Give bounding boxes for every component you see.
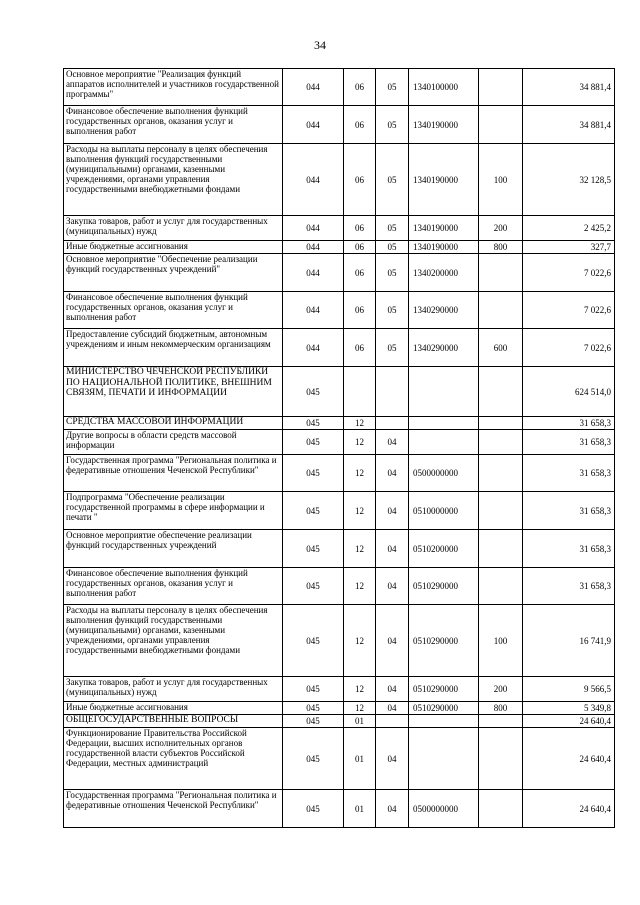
row-section: 06 xyxy=(344,144,376,216)
row-expense-type: 100 xyxy=(479,144,523,216)
row-sum: 7 022,6 xyxy=(523,329,615,367)
row-expense-type: 200 xyxy=(479,677,523,702)
row-name: Подпрограмма "Обеспечение реализации государственной программы в сфере информации и печати " xyxy=(64,492,283,530)
row-subsection: 04 xyxy=(376,492,409,530)
row-subsection: 04 xyxy=(376,568,409,605)
page-number: 34 xyxy=(314,38,326,52)
row-grbs: 044 xyxy=(283,216,344,241)
row-name: Иные бюджетные ассигнования xyxy=(64,241,283,254)
row-grbs: 044 xyxy=(283,106,344,144)
row-sum: 34 881,4 xyxy=(523,69,615,106)
row-subsection: 04 xyxy=(376,530,409,568)
table-row xyxy=(64,292,615,329)
row-target-article: 1340100000 xyxy=(409,69,479,106)
row-expense-type xyxy=(479,790,523,828)
row-section: 01 xyxy=(344,728,376,790)
row-grbs: 045 xyxy=(283,492,344,530)
row-sum: 7 022,6 xyxy=(523,254,615,292)
row-subsection: 05 xyxy=(376,292,409,329)
table-row xyxy=(64,530,615,568)
table-row xyxy=(64,69,615,106)
row-section: 06 xyxy=(344,254,376,292)
row-name: Государственная программа "Региональная политика и федеративные отношения Чеченской Республики" xyxy=(64,790,283,828)
row-section: 12 xyxy=(344,430,376,455)
row-target-article: 1340190000 xyxy=(409,241,479,254)
row-grbs: 044 xyxy=(283,69,344,106)
table-row xyxy=(64,241,615,254)
table-row xyxy=(64,417,615,430)
budget-table xyxy=(63,68,615,828)
row-section xyxy=(344,367,376,417)
row-target-article: 1340200000 xyxy=(409,254,479,292)
row-sum: 24 640,4 xyxy=(523,728,615,790)
row-name: ОБЩЕГОСУДАРСТВЕННЫЕ ВОПРОСЫ xyxy=(64,715,283,728)
row-section: 12 xyxy=(344,702,376,715)
row-expense-type xyxy=(479,367,523,417)
table-row xyxy=(64,728,615,790)
row-subsection: 04 xyxy=(376,790,409,828)
row-section: 12 xyxy=(344,492,376,530)
row-grbs: 045 xyxy=(283,702,344,715)
row-name: Функционирование Правительства Российской Федерации, высших исполнительных органов государственной власти субъектов Российской Федерации, местных администраций xyxy=(64,728,283,790)
row-grbs: 045 xyxy=(283,677,344,702)
row-sum: 31 658,3 xyxy=(523,417,615,430)
row-target-article: 0510200000 xyxy=(409,530,479,568)
row-grbs: 045 xyxy=(283,790,344,828)
row-subsection xyxy=(376,367,409,417)
row-sum: 31 658,3 xyxy=(523,492,615,530)
table-row xyxy=(64,715,615,728)
table-row xyxy=(64,605,615,677)
row-subsection: 05 xyxy=(376,144,409,216)
table-row xyxy=(64,144,615,216)
row-expense-type xyxy=(479,715,523,728)
row-sum: 624 514,0 xyxy=(523,367,615,417)
row-expense-type xyxy=(479,254,523,292)
row-grbs: 045 xyxy=(283,417,344,430)
row-grbs: 044 xyxy=(283,254,344,292)
row-expense-type xyxy=(479,455,523,492)
row-grbs: 045 xyxy=(283,530,344,568)
row-grbs: 044 xyxy=(283,329,344,367)
row-section: 12 xyxy=(344,530,376,568)
row-section: 06 xyxy=(344,216,376,241)
table-row xyxy=(64,455,615,492)
table-row xyxy=(64,329,615,367)
row-expense-type xyxy=(479,728,523,790)
row-grbs: 045 xyxy=(283,728,344,790)
row-sum: 31 658,3 xyxy=(523,430,615,455)
row-target-article xyxy=(409,430,479,455)
row-sum: 32 128,5 xyxy=(523,144,615,216)
row-name: Основное мероприятие "Обеспечение реализации функций государственных учреждений" xyxy=(64,254,283,292)
table-row xyxy=(64,216,615,241)
table-row xyxy=(64,254,615,292)
row-sum: 16 741,9 xyxy=(523,605,615,677)
row-section: 12 xyxy=(344,605,376,677)
row-expense-type xyxy=(479,106,523,144)
row-expense-type xyxy=(479,417,523,430)
row-section: 06 xyxy=(344,292,376,329)
row-grbs: 045 xyxy=(283,715,344,728)
row-subsection xyxy=(376,417,409,430)
row-expense-type: 100 xyxy=(479,605,523,677)
row-subsection: 04 xyxy=(376,702,409,715)
row-name: Другие вопросы в области средств массовой информации xyxy=(64,430,283,455)
row-target-article: 0510290000 xyxy=(409,702,479,715)
row-grbs: 045 xyxy=(283,455,344,492)
row-name: Закупка товаров, работ и услуг для государственных (муниципальных) нужд xyxy=(64,677,283,702)
row-grbs: 044 xyxy=(283,241,344,254)
row-grbs: 045 xyxy=(283,430,344,455)
row-name: Основное мероприятие обеспечение реализации функций государственных учреждений xyxy=(64,530,283,568)
row-sum: 2 425,2 xyxy=(523,216,615,241)
row-target-article: 0510000000 xyxy=(409,492,479,530)
row-section: 06 xyxy=(344,106,376,144)
row-expense-type xyxy=(479,430,523,455)
row-expense-type: 600 xyxy=(479,329,523,367)
row-target-article: 1340190000 xyxy=(409,106,479,144)
row-target-article: 1340190000 xyxy=(409,216,479,241)
row-name: Расходы на выплаты персоналу в целях обеспечения выполнения функций государственными (муниципальными) органами, казенными учреждениями, органами управления государственными внебюджетными фондами xyxy=(64,144,283,216)
table-row xyxy=(64,702,615,715)
row-expense-type xyxy=(479,69,523,106)
row-sum: 31 658,3 xyxy=(523,455,615,492)
row-sum: 7 022,6 xyxy=(523,292,615,329)
row-expense-type xyxy=(479,568,523,605)
row-name: Государственная программа "Региональная политика и федеративные отношения Чеченской Республики" xyxy=(64,455,283,492)
row-target-article: 0500000000 xyxy=(409,790,479,828)
row-sum: 31 658,3 xyxy=(523,568,615,605)
row-section: 01 xyxy=(344,715,376,728)
row-name: Финансовое обеспечение выполнения функций государственных органов, оказания услуг и выполнения работ xyxy=(64,568,283,605)
row-sum: 34 881,4 xyxy=(523,106,615,144)
row-subsection xyxy=(376,715,409,728)
row-target-article: 1340290000 xyxy=(409,329,479,367)
table-row xyxy=(64,677,615,702)
row-subsection: 04 xyxy=(376,728,409,790)
row-name: Финансовое обеспечение выполнения функций государственных органов, оказания услуг и выполнения работ xyxy=(64,106,283,144)
row-name: МИНИСТЕРСТВО ЧЕЧЕНСКОЙ РЕСПУБЛИКИ ПО НАЦИОНАЛЬНОЙ ПОЛИТИКЕ, ВНЕШНИМ СВЯЗЯМ, ПЕЧАТИ И ИНФОРМАЦИИ xyxy=(64,367,283,417)
row-subsection: 04 xyxy=(376,455,409,492)
row-expense-type xyxy=(479,530,523,568)
row-target-article xyxy=(409,715,479,728)
row-name: Финансовое обеспечение выполнения функций государственных органов, оказания услуг и выполнения работ xyxy=(64,292,283,329)
row-expense-type: 800 xyxy=(479,702,523,715)
table-row xyxy=(64,568,615,605)
row-name: СРЕДСТВА МАССОВОЙ ИНФОРМАЦИИ xyxy=(64,417,283,430)
row-target-article xyxy=(409,417,479,430)
row-name: Основное мероприятие "Реализация функций аппаратов исполнителей и участников государственной программы" xyxy=(64,69,283,106)
row-target-article: 1340190000 xyxy=(409,144,479,216)
row-expense-type: 800 xyxy=(479,241,523,254)
row-target-article: 0510290000 xyxy=(409,677,479,702)
row-name: Расходы на выплаты персоналу в целях обеспечения выполнения функций государственными (муниципальными) органами, казенными учреждениями, органами управления государственными внебюджетными фондами xyxy=(64,605,283,677)
row-sum: 9 566,5 xyxy=(523,677,615,702)
budget-table-body xyxy=(64,69,615,828)
row-subsection: 05 xyxy=(376,329,409,367)
row-subsection: 05 xyxy=(376,241,409,254)
row-sum: 24 640,4 xyxy=(523,790,615,828)
row-expense-type: 200 xyxy=(479,216,523,241)
row-name: Закупка товаров, работ и услуг для государственных (муниципальных) нужд xyxy=(64,216,283,241)
row-grbs: 045 xyxy=(283,568,344,605)
row-subsection: 04 xyxy=(376,677,409,702)
table-row xyxy=(64,790,615,828)
row-section: 06 xyxy=(344,241,376,254)
row-section: 12 xyxy=(344,455,376,492)
row-grbs: 045 xyxy=(283,605,344,677)
row-sum: 327,7 xyxy=(523,241,615,254)
row-section: 06 xyxy=(344,329,376,367)
row-section: 01 xyxy=(344,790,376,828)
row-subsection: 05 xyxy=(376,106,409,144)
table-row xyxy=(64,492,615,530)
row-subsection: 04 xyxy=(376,430,409,455)
row-name: Иные бюджетные ассигнования xyxy=(64,702,283,715)
row-sum: 5 349,8 xyxy=(523,702,615,715)
row-grbs: 044 xyxy=(283,144,344,216)
table-row xyxy=(64,367,615,417)
row-target-article xyxy=(409,728,479,790)
row-section: 12 xyxy=(344,568,376,605)
row-section: 12 xyxy=(344,677,376,702)
row-target-article: 0510290000 xyxy=(409,568,479,605)
row-expense-type xyxy=(479,492,523,530)
row-target-article xyxy=(409,367,479,417)
row-subsection: 04 xyxy=(376,605,409,677)
row-subsection: 05 xyxy=(376,216,409,241)
row-grbs: 044 xyxy=(283,292,344,329)
row-name: Предоставление субсидий бюджетным, автономным учреждениям и иным некоммерческим организациям xyxy=(64,329,283,367)
row-sum: 31 658,3 xyxy=(523,530,615,568)
table-row xyxy=(64,430,615,455)
row-target-article: 1340290000 xyxy=(409,292,479,329)
row-sum: 24 640,4 xyxy=(523,715,615,728)
row-section: 06 xyxy=(344,69,376,106)
row-expense-type xyxy=(479,292,523,329)
row-grbs: 045 xyxy=(283,367,344,417)
row-subsection: 05 xyxy=(376,69,409,106)
row-subsection: 05 xyxy=(376,254,409,292)
row-target-article: 0510290000 xyxy=(409,605,479,677)
row-target-article: 0500000000 xyxy=(409,455,479,492)
row-section: 12 xyxy=(344,417,376,430)
table-row xyxy=(64,106,615,144)
